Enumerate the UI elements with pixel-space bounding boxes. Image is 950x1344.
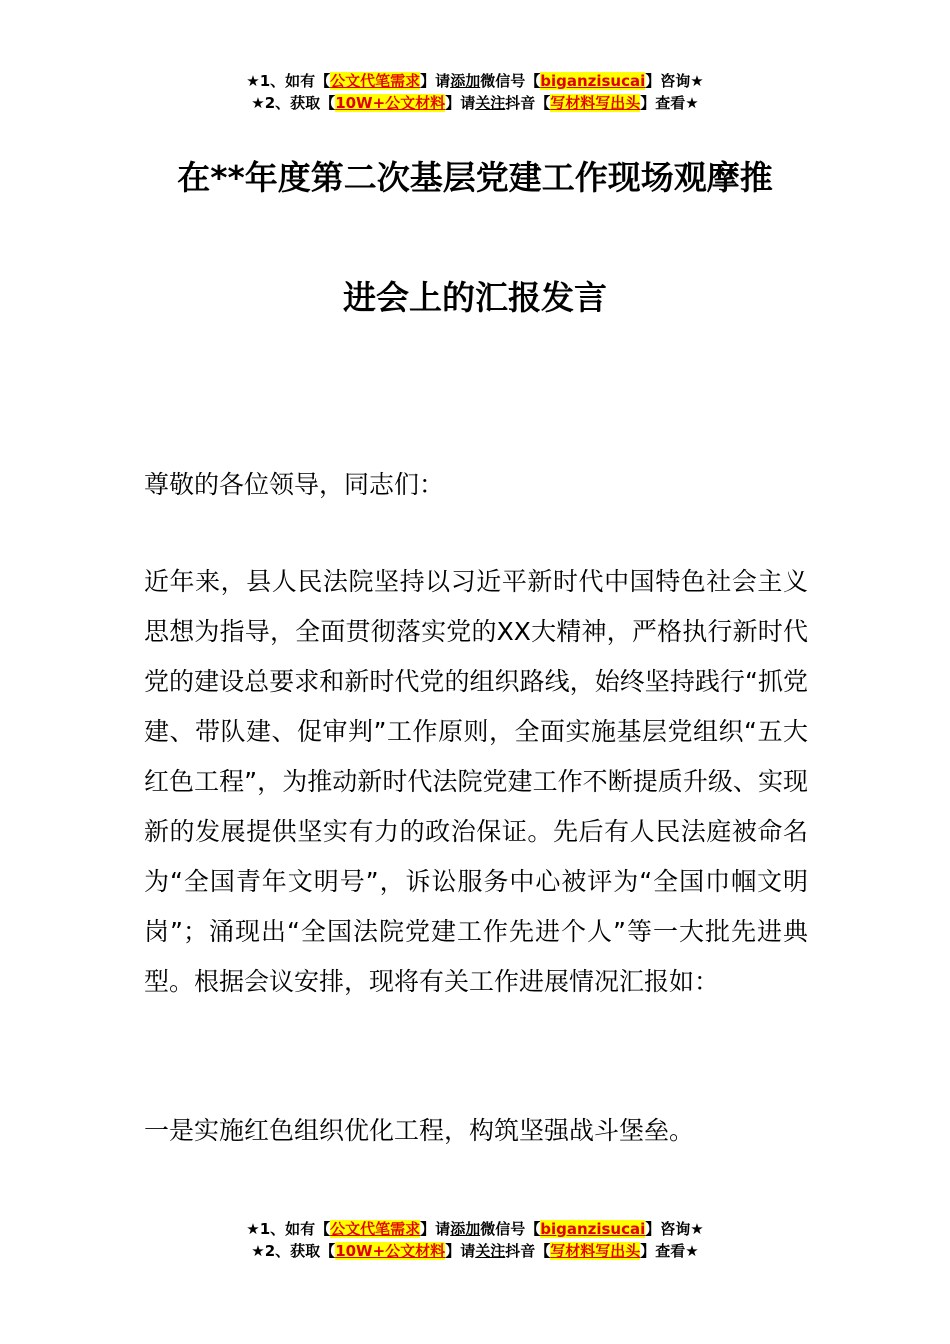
banner-line-2	[0, 1240, 950, 1262]
banner-line-1	[0, 1218, 950, 1240]
banner-underlined: 关注	[475, 1242, 506, 1260]
banner-text: ★2、获取【	[251, 94, 336, 112]
banner-text: ★1、如有【	[246, 1220, 331, 1238]
banner-text: ★2、获取【	[251, 1242, 336, 1260]
banner-text: 】请	[420, 72, 451, 90]
banner-highlight: 10W+公文材料	[335, 1242, 446, 1260]
banner-highlight: 写材料写出头	[550, 94, 641, 112]
banner-text: 】查看★	[640, 94, 699, 112]
banner-text: 】查看★	[640, 1242, 699, 1260]
banner-underlined: 添加	[450, 1220, 481, 1238]
document-title-line-1: 在**年度第二次基层党建工作现场观摩推	[177, 158, 773, 197]
banner-line-2	[0, 92, 950, 114]
section-heading: 一是实施红色组织优化工程，构筑坚强战斗堡垒。	[144, 1116, 695, 1145]
banner-text: ★1、如有【	[246, 72, 331, 90]
footer-banner	[0, 1218, 950, 1262]
banner-text: 微信号【	[480, 1220, 541, 1238]
banner-text: 微信号【	[480, 72, 541, 90]
banner-highlight: 公文代笔需求	[330, 72, 421, 90]
banner-text: 】请	[420, 1220, 451, 1238]
banner-highlight: 公文代笔需求	[330, 1220, 421, 1238]
document-title-line-2: 进会上的汇报发言	[343, 278, 607, 317]
greeting: 尊敬的各位领导，同志们：	[144, 470, 445, 499]
banner-text: 】请	[445, 1242, 476, 1260]
banner-highlight: biganzisucai	[540, 1220, 646, 1238]
banner-text: 抖音【	[505, 94, 551, 112]
banner-text: 抖音【	[505, 1242, 551, 1260]
banner-text: 】咨询★	[645, 72, 704, 90]
banner-text: 】咨询★	[645, 1220, 704, 1238]
banner-highlight: 写材料写出头	[550, 1242, 641, 1260]
header-banner	[0, 70, 950, 114]
banner-highlight: 10W+公文材料	[335, 94, 446, 112]
banner-highlight: biganzisucai	[540, 72, 646, 90]
banner-underlined: 关注	[475, 94, 506, 112]
body-paragraph: 近年来，县人民法院坚持以习近平新时代中国特色社会主义思想为指导，全面贯彻落实党的XX大精神，严格执行新时代党的建设总要求和新时代党的组织路线，始终坚持践行“抓党建、带队建、促审判”工作原则，全面实施基层党组织“五大红色工程”，为推动新时代法院党建工作不断提质升级、实现新的发展提供坚实有力的政治保证。先后有人民法庭被命名为“全国青年文明号”，诉讼服务中心被评为“全国巾帼文明岗”；涌现出“全国法院党建工作先进个人”等一大批先进典型。根据会议安排，现将有关工作进展情况汇报如：	[144, 567, 808, 996]
banner-text: 】请	[445, 94, 476, 112]
banner-underlined: 添加	[450, 72, 481, 90]
banner-line-1	[0, 70, 950, 92]
